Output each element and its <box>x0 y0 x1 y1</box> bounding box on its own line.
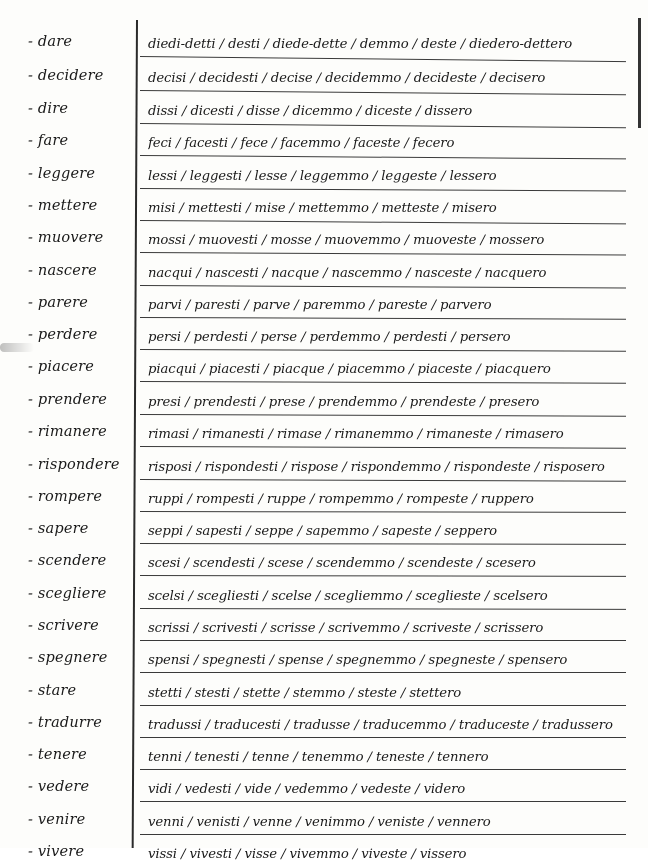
passato-remoto-forms: stetti / stesti / stette / stemmo / steste / stettero <box>148 686 462 701</box>
verb-infinitive: - scegliere <box>28 586 107 602</box>
conjugation-row <box>0 739 648 770</box>
passato-remoto-forms: scrissi / scrivesti / scrisse / scrivemmo / scriveste / scrissero <box>148 621 544 636</box>
conjugation-row <box>0 255 648 286</box>
passato-remoto-forms: nacqui / nascesti / nacque / nascemmo / nasceste / nacquero <box>148 266 547 281</box>
verb-infinitive: - nascere <box>28 263 97 279</box>
passato-remoto-forms: diedi-detti / desti / diede-dette / demmo / deste / diedero-dettero <box>148 37 573 52</box>
ruled-line <box>140 575 626 577</box>
verb-infinitive: - stare <box>28 683 77 699</box>
ruled-line <box>140 672 626 673</box>
verb-infinitive: - prendere <box>28 392 108 408</box>
passato-remoto-forms: lessi / leggesti / lesse / leggemmo / leggeste / lessero <box>148 169 497 184</box>
verb-infinitive: - vivere <box>28 844 85 860</box>
passato-remoto-forms: risposi / rispondesti / rispose / rispondemmo / rispondeste / risposero <box>148 460 605 475</box>
conjugation-row <box>0 449 648 480</box>
conjugation-row <box>0 384 648 415</box>
conjugation-row <box>0 60 648 91</box>
ruled-line <box>140 705 626 706</box>
conjugation-row <box>0 836 648 867</box>
conjugation-row <box>0 578 648 609</box>
conjugation-row <box>0 158 648 189</box>
verb-infinitive: - sapere <box>28 521 89 537</box>
verb-infinitive: - tradurre <box>28 715 102 731</box>
verb-infinitive: - rimanere <box>28 424 107 440</box>
verb-infinitive: - perdere <box>28 327 98 343</box>
passato-remoto-forms: dissi / dicesti / disse / dicemmo / diceste / dissero <box>148 104 473 119</box>
verb-infinitive: - dare <box>28 34 73 50</box>
passato-remoto-forms: misi / mettesti / mise / mettemmo / metteste / misero <box>148 201 497 216</box>
verb-infinitive: - rispondere <box>28 457 120 473</box>
ruled-line <box>140 801 626 802</box>
passato-remoto-forms: tradussi / traducesti / tradusse / traducemmo / traduceste / tradussero <box>148 718 613 733</box>
verb-infinitive: - leggere <box>28 166 96 182</box>
ruled-line <box>140 834 626 835</box>
ruled-line <box>140 640 626 641</box>
conjugation-row <box>0 804 648 835</box>
verb-infinitive: - rompere <box>28 489 103 505</box>
conjugation-row <box>0 642 648 673</box>
passato-remoto-forms: seppi / sapesti / seppe / sapemmo / sapeste / seppero <box>148 524 498 539</box>
verb-infinitive: - dire <box>28 101 69 117</box>
conjugation-row <box>0 416 648 447</box>
verb-infinitive: - venire <box>28 812 86 828</box>
ruled-line <box>140 769 626 770</box>
verb-infinitive: - fare <box>28 133 69 149</box>
conjugation-row <box>0 190 648 221</box>
conjugation-row <box>0 481 648 512</box>
conjugation-row <box>0 610 648 641</box>
conjugation-row <box>0 771 648 802</box>
conjugation-row <box>0 707 648 738</box>
verb-infinitive: - vedere <box>28 779 90 795</box>
conjugation-row <box>0 513 648 544</box>
passato-remoto-forms: venni / venisti / venne / venimmo / veniste / vennero <box>148 815 491 830</box>
passato-remoto-forms: mossi / muovesti / mosse / muovemmo / muoveste / mossero <box>148 233 545 248</box>
passato-remoto-forms: scesi / scendesti / scese / scendemmo / scendeste / scesero <box>148 556 536 571</box>
conjugation-row <box>0 26 648 57</box>
passato-remoto-forms: scelsi / scegliesti / scelse / scegliemmo / sceglieste / scelsero <box>148 589 548 604</box>
passato-remoto-forms: vissi / vivesti / visse / vivemmo / viveste / vissero <box>148 847 467 862</box>
verb-infinitive: - tenere <box>28 747 87 763</box>
passato-remoto-forms: parvi / paresti / parve / paremmo / pareste / parvero <box>148 298 492 313</box>
passato-remoto-forms: decisi / decidesti / decise / decidemmo / decideste / decisero <box>148 71 546 86</box>
verb-infinitive: - parere <box>28 295 89 311</box>
passato-remoto-forms: vidi / vedesti / vide / vedemmo / vedeste / videro <box>148 782 466 797</box>
verb-infinitive: - mettere <box>28 198 98 214</box>
passato-remoto-forms: tenni / tenesti / tenne / tenemmo / teneste / tennero <box>148 750 489 765</box>
verb-infinitive: - spegnere <box>28 650 108 666</box>
conjugation-row <box>0 351 648 382</box>
conjugation-row <box>0 319 648 350</box>
ruled-line <box>140 737 626 738</box>
passato-remoto-forms: presi / prendesti / prese / prendemmo / prendeste / presero <box>148 395 540 410</box>
passato-remoto-forms: rimasi / rimanesti / rimase / rimanemmo / rimaneste / rimasero <box>148 427 564 442</box>
verb-infinitive: - scrivere <box>28 618 99 634</box>
conjugation-row <box>0 287 648 318</box>
passato-remoto-forms: persi / perdesti / perse / perdemmo / perdesti / persero <box>148 330 511 345</box>
passato-remoto-forms: ruppi / rompesti / ruppe / rompemmo / rompeste / ruppero <box>148 492 534 507</box>
passato-remoto-forms: feci / facesti / fece / facemmo / faceste / fecero <box>148 136 455 151</box>
verb-infinitive: - piacere <box>28 359 95 375</box>
passato-remoto-forms: piacqui / piacesti / piacque / piacemmo / piaceste / piacquero <box>148 362 551 377</box>
verb-infinitive: - decidere <box>28 68 104 84</box>
conjugation-row <box>0 675 648 706</box>
conjugation-row <box>0 125 648 156</box>
verb-infinitive: - muovere <box>28 230 104 246</box>
conjugation-row <box>0 93 648 124</box>
conjugation-row <box>0 222 648 253</box>
conjugation-row <box>0 545 648 576</box>
passato-remoto-forms: spensi / spegnesti / spense / spegnemmo / spegneste / spensero <box>148 653 568 668</box>
verb-infinitive: - scendere <box>28 553 107 569</box>
